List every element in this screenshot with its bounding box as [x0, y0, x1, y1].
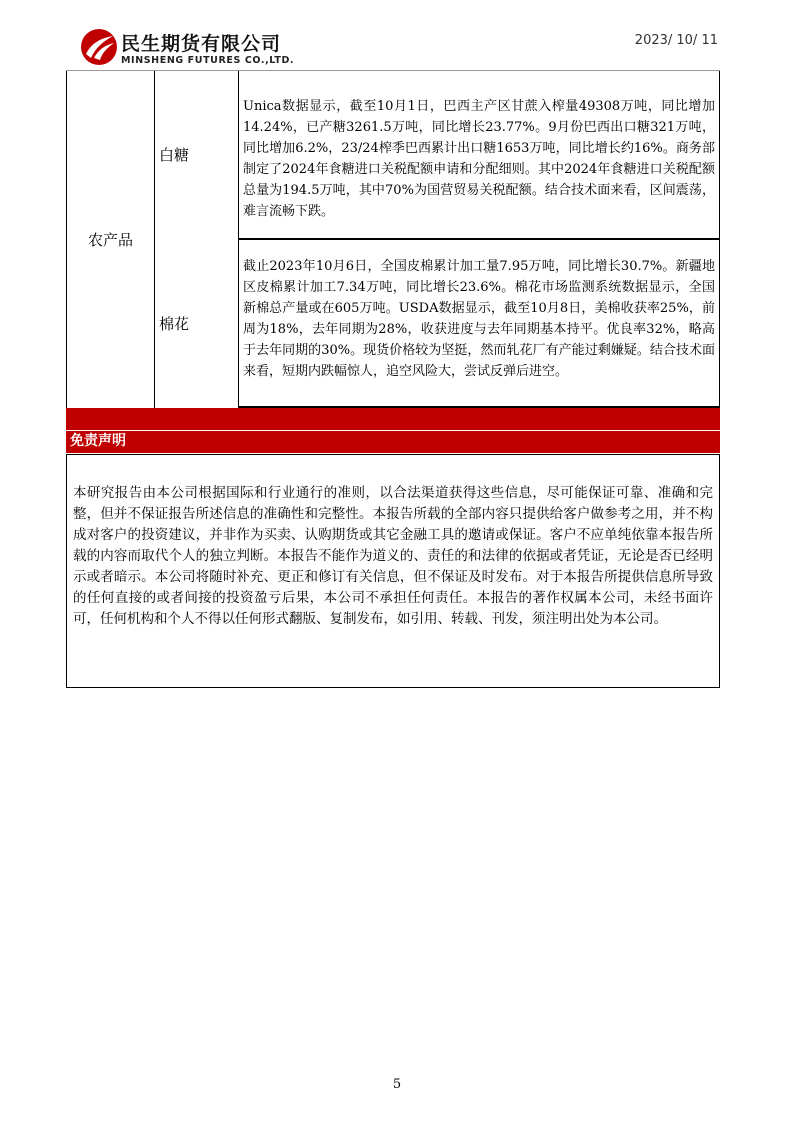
section-band — [66, 408, 720, 430]
disclaimer-header — [66, 431, 720, 453]
disclaimer-title: 免责声明 — [70, 433, 126, 449]
minsheng-logo-icon — [80, 28, 118, 66]
report-date: 2023/ 10/ 11 — [634, 33, 718, 48]
page-header — [0, 0, 794, 72]
item-cell-cotton: 棉花 — [159, 314, 190, 333]
item-cell-sugar: 白糖 — [159, 146, 190, 164]
table-row-divider — [238, 238, 720, 240]
page-number: 5 — [392, 1077, 402, 1092]
company-name-en: MINSHENG FUTURES CO.,LTD. — [121, 55, 295, 66]
commentary-sugar: Unica数据显示，截至10月1日，巴西主产区甘蔗入榨量49308万吨，同比增加14.24%，已产糖3261.5万吨，同比增长23.77%。9月份巴西出口糖321万吨，同比增加6.2%，23/24榨季巴西累计出口糖1653万吨，同比增长约16%。商务部制定了2024年食糖进口关税配额申请和分配细则。其中2024年食糖进口关税配额总量为194.5万吨，其中70%为国营贸易关税配额。结合技术面来看，区间震荡，难言流畅下跌。 — [243, 99, 715, 219]
category-cell: 农产品 — [87, 231, 133, 249]
commentary-cotton: 截止2023年10月6日，全国皮棉累计加工量7.95万吨，同比增长30.7%。新疆地区皮棉累计加工7.34万吨，同比增长23.6%。棉花市场监测系统数据显示，全国新棉总产量或在605万吨。USDA数据显示，截至10月8日，美棉收获率25%，前周为18%，去年同期为28%，收获进度与去年同期基本持平。优良率32%，略高于去年同期的30%。现货价格较为坚挺，然而轧花厂有产能过剩嫌疑。结合技术面来看，短期内跌幅惊人，追空风险大，尝试反弹后进空。 — [243, 259, 715, 379]
company-name-cn: 民生期货有限公司 — [121, 33, 282, 55]
disclaimer-body: 本研究报告由本公司根据国际和行业通行的准则，以合法渠道获得这些信息，尽可能保证可靠、准确和完整，但并不保证报告所述信息的准确性和完整性。本报告所载的全部内容只提供给客户做参考之用，并不构成对客户的投资建议，并非作为买卖、认购期货或其它金融工具的邀请或保证。客户不应单纯依靠本报告所载的内容而取代个人的独立判断。本报告不能作为道义的、责任的和法律的依据或者凭证，无论是否已经明示或者暗示。本公司将随时补充、更正和修订有关信息，但不保证及时发布。对于本报告所提供信息所导致的任何直接的或者间接的投资盈亏后果，本公司不承担任何责任。本报告的著作权属本公司，未经书面许可，任何机构和个人不得以任何形式翻版、复制发布，如引用、转载、刊发，须注明出处为本公司。 — [66, 454, 720, 688]
